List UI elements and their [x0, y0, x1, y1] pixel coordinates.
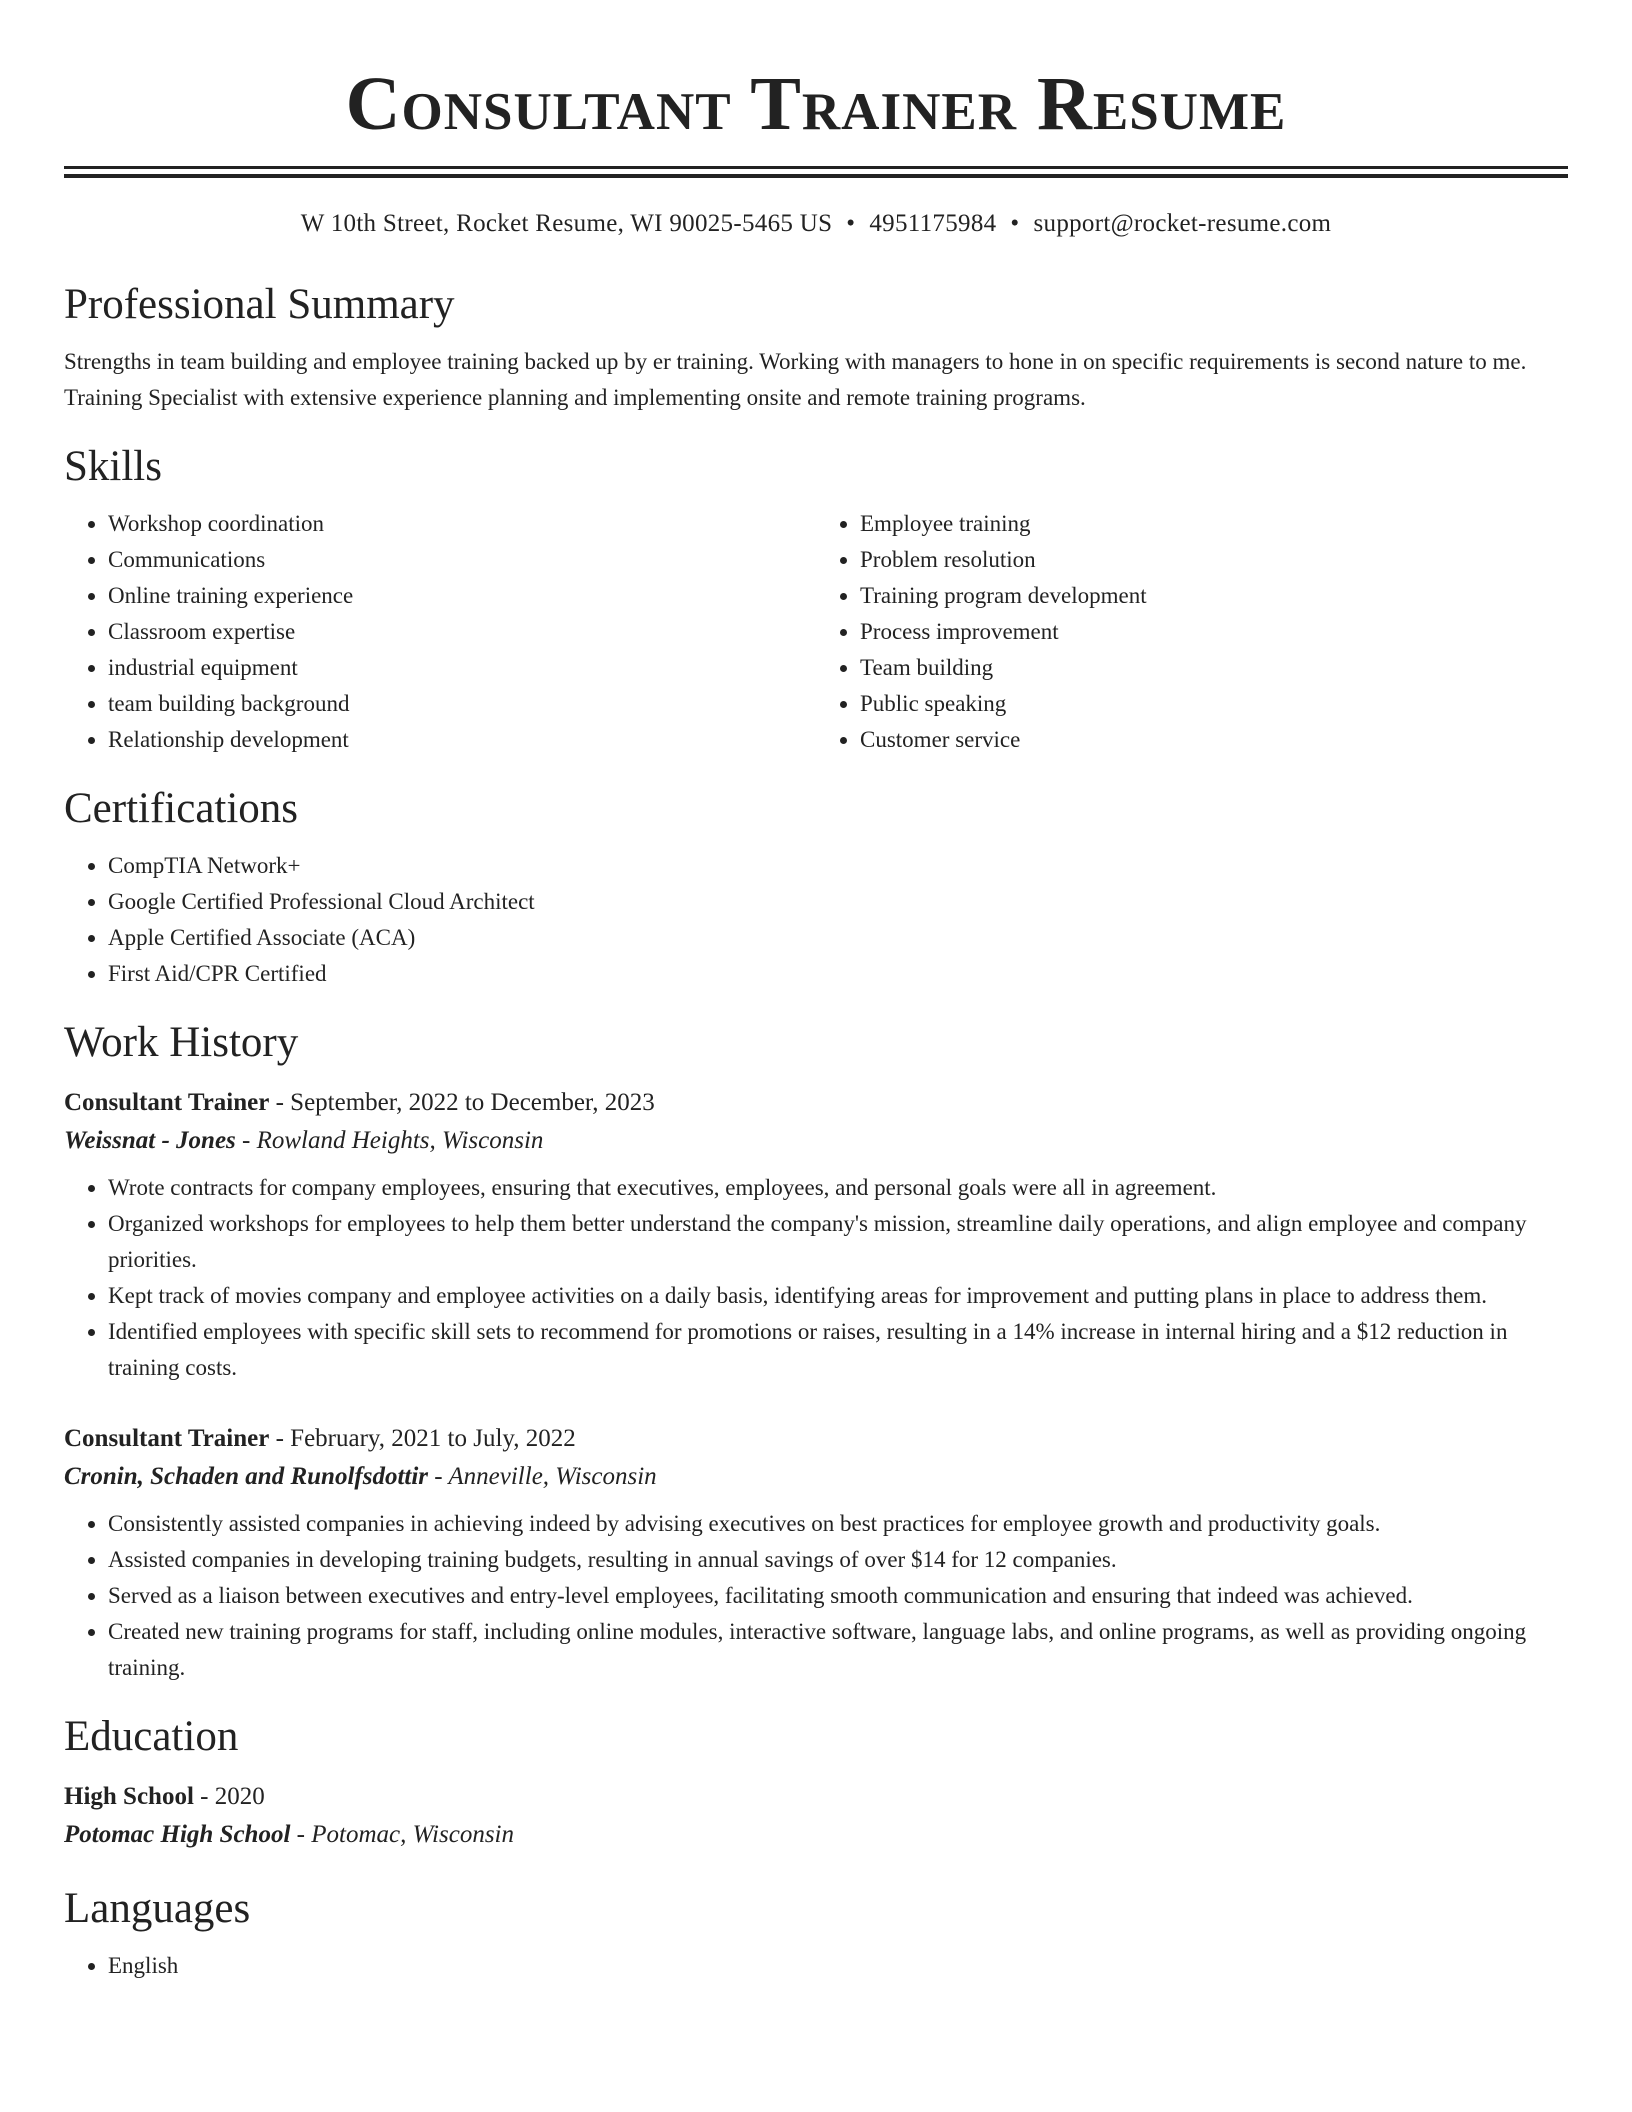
- certification-item: • Apple Certified Associate (ACA): [108, 920, 1568, 956]
- job-title-line: [64, 1084, 1568, 1122]
- certification-item: • Google Certified Professional Cloud Architect: [108, 884, 1568, 920]
- job-bullet: • Kept track of movies company and employee activities on a daily basis, identifying areas for improvement and putting plans in place to address them.: [108, 1278, 1568, 1314]
- skills-section: [64, 442, 1568, 758]
- summary-section: [64, 280, 1568, 416]
- languages-section: [64, 1884, 1568, 1984]
- skill-item: • Training program development: [860, 578, 1568, 614]
- job-entry: [64, 1420, 1568, 1686]
- education-year: - 2020: [193, 1783, 265, 1810]
- certifications-section: [64, 784, 1568, 992]
- summary-text: Strengths in team building and employee training backed up by er training. Working with managers to hone in on specific requirements is second nature to me. Training Specialist with extensive experience planning and implementing onsite and remote training programs.: [64, 349, 1527, 410]
- education-location: - Potomac, Wisconsin: [290, 1821, 514, 1848]
- job-bullet: • Organized workshops for employees to help them better understand the company's mission, streamline daily operations, and align employee and company priorities.: [108, 1206, 1568, 1278]
- languages-list: [64, 1948, 1568, 1984]
- education-school: Potomac High School: [64, 1821, 291, 1848]
- education-degree: High School: [64, 1783, 194, 1810]
- summary-heading: Professional Summary: [64, 281, 455, 328]
- skill-item: • Communications: [108, 542, 816, 578]
- skills-list-right: [816, 506, 1568, 758]
- skill-item: • Public speaking: [860, 686, 1568, 722]
- job-entry: [64, 1084, 1568, 1386]
- education-heading: Education: [64, 1713, 239, 1760]
- skills-heading: Skills: [64, 443, 162, 490]
- skill-item: • team building background: [108, 686, 816, 722]
- skill-item: • Online training experience: [108, 578, 816, 614]
- job-bullets: [64, 1506, 1568, 1686]
- work-history-heading: Work History: [64, 1019, 299, 1066]
- contact-phone: 4951175984: [869, 210, 997, 237]
- contact-email[interactable]: support@rocket-resume.com: [1033, 210, 1332, 237]
- skill-item: • Employee training: [860, 506, 1568, 542]
- education-school-line: [64, 1816, 1568, 1854]
- contact-address: W 10th Street, Rocket Resume, WI 90025-5465 US: [300, 210, 833, 237]
- education-section: [64, 1712, 1568, 1854]
- job-company-line: [64, 1458, 1568, 1496]
- skill-item: • Classroom expertise: [108, 614, 816, 650]
- skill-item: • Workshop coordination: [108, 506, 816, 542]
- job-company: Weissnat - Jones: [64, 1127, 236, 1154]
- job-role: Consultant Trainer: [64, 1425, 270, 1452]
- job-title-line: [64, 1420, 1568, 1458]
- job-bullet: • Created new training programs for staff, including online modules, interactive software, language labs, and online programs, as well as providing ongoing training.: [108, 1614, 1568, 1686]
- skill-item: • industrial equipment: [108, 650, 816, 686]
- job-bullet: • Wrote contracts for company employees, ensuring that executives, employees, and personal goals were all in agreement.: [108, 1170, 1568, 1206]
- job-location: - Anneville, Wisconsin: [428, 1463, 657, 1490]
- job-bullet: • Assisted companies in developing training budgets, resulting in annual savings of over $14 for 12 companies.: [108, 1542, 1568, 1578]
- language-item: • English: [108, 1948, 1568, 1984]
- skill-item: • Process improvement: [860, 614, 1568, 650]
- skill-item: • Team building: [860, 650, 1568, 686]
- job-role: Consultant Trainer: [64, 1089, 270, 1116]
- title-divider: [64, 166, 1568, 178]
- job-company-line: [64, 1122, 1568, 1160]
- job-location: - Rowland Heights, Wisconsin: [235, 1127, 544, 1154]
- job-bullet: • Served as a liaison between executives and entry-level employees, facilitating smooth communication and ensuring that indeed was achieved.: [108, 1578, 1568, 1614]
- resume-title: Consultant Trainer Resume: [345, 62, 1287, 146]
- certifications-heading: Certifications: [64, 785, 299, 832]
- contact-separator: •: [846, 210, 856, 237]
- certifications-list: [64, 848, 1568, 992]
- job-bullets: [64, 1170, 1568, 1386]
- certification-item: • CompTIA Network+: [108, 848, 1568, 884]
- skill-item: • Customer service: [860, 722, 1568, 758]
- job-dates: - February, 2021 to July, 2022: [269, 1425, 576, 1452]
- job-bullet: • Consistently assisted companies in achieving indeed by advising executives on best practices for employee growth and productivity goals.: [108, 1506, 1568, 1542]
- education-degree-line: [64, 1778, 1568, 1816]
- languages-heading: Languages: [64, 1885, 251, 1932]
- job-company: Cronin, Schaden and Runolfsdottir: [64, 1463, 429, 1490]
- skill-item: • Problem resolution: [860, 542, 1568, 578]
- job-bullet: • Identified employees with specific skill sets to recommend for promotions or raises, resulting in a 14% increase in internal hiring and a $12 reduction in training costs.: [108, 1314, 1568, 1386]
- skill-item: • Relationship development: [108, 722, 816, 758]
- job-dates: - September, 2022 to December, 2023: [269, 1089, 655, 1116]
- contact-line: [64, 208, 1568, 240]
- certification-item: • First Aid/CPR Certified: [108, 956, 1568, 992]
- resume-page: [64, 0, 1568, 1984]
- contact-separator: •: [1010, 210, 1020, 237]
- skills-list-left: [64, 506, 816, 758]
- work-history-section: [64, 1018, 1568, 1686]
